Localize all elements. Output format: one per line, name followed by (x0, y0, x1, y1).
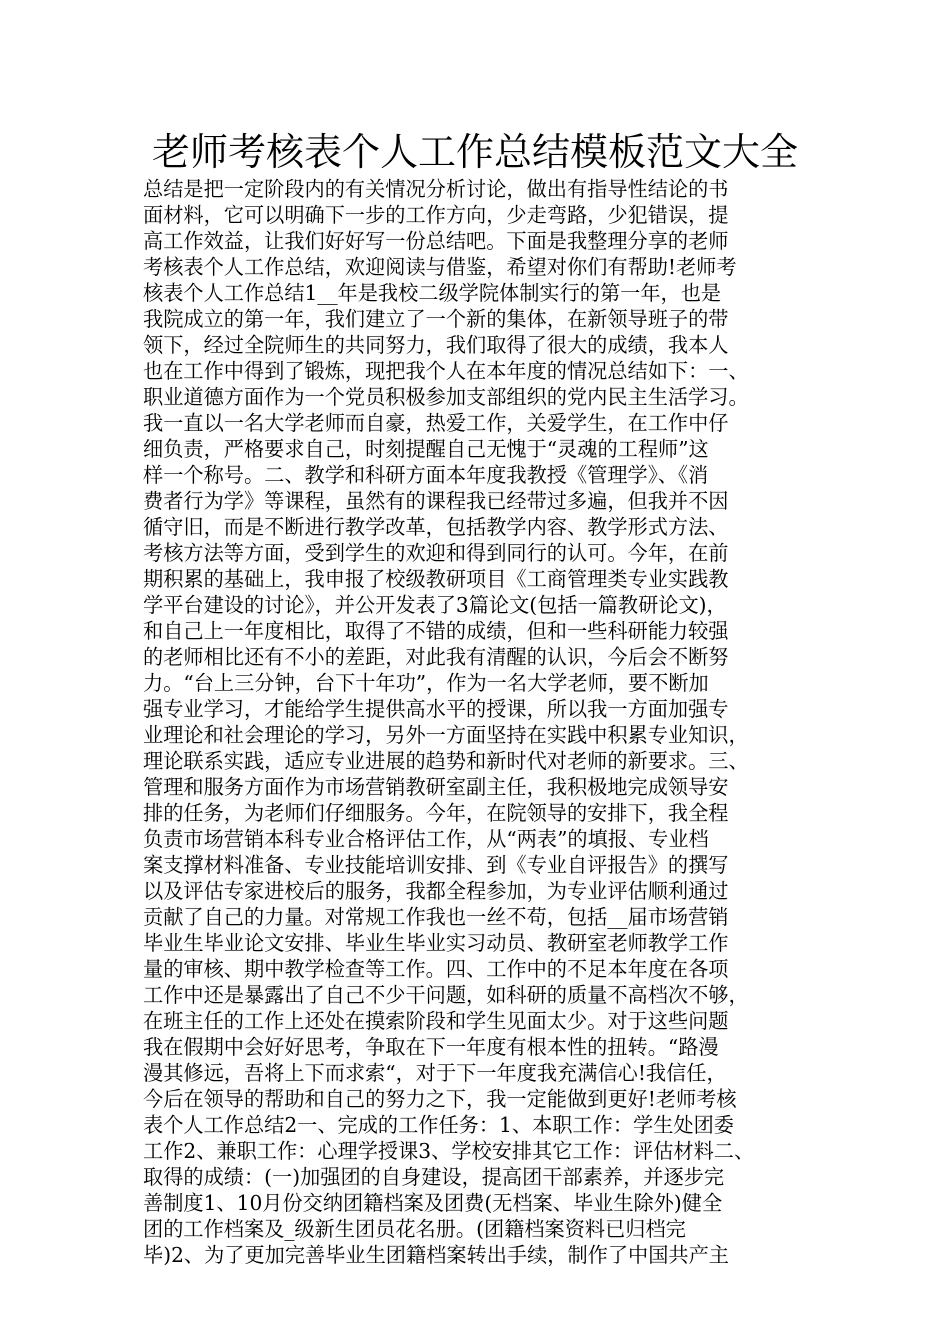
body-text-line: 我一直以一名大学老师而自豪，热爱工作，关爱学生，在工作中仔 (143, 411, 729, 435)
body-text-line: 高工作效益，让我们好好写一份总结吧。下面是我整理分享的老师 (143, 229, 729, 253)
body-text-line: 案支撑材料准备、专业技能培训安排、到《专业自评报告》的撰写 (143, 853, 729, 877)
body-text-line: 毕)2、为了更加完善毕业生团籍档案转出手续，制作了中国共产主 (143, 1243, 729, 1267)
document-body (143, 176, 833, 1268)
body-text-line: 学平台建设的讨论》，并公开发表了3篇论文(包括一篇教研论文)， (143, 593, 727, 617)
body-text-line: 核表个人工作总结1__年是我校二级学院体制实行的第一年，也是 (143, 281, 722, 305)
body-text-line: 样一个称号。二、教学和科研方面本年度我教授《管理学》、《消 (143, 463, 709, 487)
body-text-line: 工作中还是暴露出了自己不少干问题，如科研的质量不高档次不够， (143, 983, 749, 1007)
body-text-line: 业理论和社会理论的学习，另外一方面坚持在实践中积累专业知识， (143, 723, 749, 747)
body-text-line: 领下，经过全院师生的共同努力，我们取得了很大的成绩，我本人 (143, 333, 729, 357)
body-text-line: 期积累的基础上，我申报了校级教研项目《工商管理类专业实践教 (143, 567, 729, 591)
body-text-line: 漫其修远，吾将上下而求索“，对于下一年度我充满信心!我信任， (143, 1061, 727, 1085)
body-text-line: 职业道德方面作为一个党员积极参加支部组织的党内民主生活学习。 (143, 385, 749, 409)
body-text-line: 也在工作中得到了锻炼，现把我个人在本年度的情况总结如下：一、 (143, 359, 749, 383)
body-text-line: 在班主任的工作上还处在摸索阶段和学生见面太少。对于这些问题 (143, 1009, 729, 1033)
body-text-line: 考核方法等方面，受到学生的欢迎和得到同行的认可。今年，在前 (143, 541, 729, 565)
body-text-line: 我在假期中会好好思考，争取在下一年度有根本性的扭转。“路漫 (143, 1035, 719, 1059)
body-text-line: 取得的成绩：(一)加强团的自身建设，提高团干部素养，并逐步完 (143, 1165, 725, 1189)
body-text-line: 的老师相比还有不小的差距，对此我有清醒的认识，今后会不断努 (143, 645, 729, 669)
body-text-line: 强专业学习，才能给学生提供高水平的授课，所以我一方面加强专 (143, 697, 729, 721)
body-text-line: 以及评估专家进校后的服务，我都全程参加，为专业评估顺利通过 (143, 879, 729, 903)
body-text-line: 工作2、兼职工作：心理学授课3、学校安排其它工作：评估材料二、 (143, 1139, 755, 1163)
body-text-line: 总结是把一定阶段内的有关情况分析讨论，做出有指导性结论的书 (143, 177, 729, 201)
body-text-line: 贡献了自己的力量。对常规工作我也一丝不苟，包括__届市场营销 (143, 905, 729, 929)
body-text-line: 管理和服务方面作为市场营销教研室副主任，我积极地完成领导安 (143, 775, 729, 799)
body-text-line: 考核表个人工作总结，欢迎阅读与借鉴，希望对你们有帮助!老师考 (143, 255, 737, 279)
body-text-line: 负责市场营销本科专业合格评估工作，从“两表”的填报、专业档 (143, 827, 709, 851)
body-text-line: 表个人工作总结2一、完成的工作任务：1、本职工作：学生处团委 (143, 1113, 734, 1137)
body-text-line: 循守旧，而是不断进行教学改革，包括教学内容、教学形式方法、 (143, 515, 729, 539)
body-text-line: 毕业生毕业论文安排、毕业生毕业实习动员、教研室老师教学工作 (143, 931, 729, 955)
body-text-line: 今后在领导的帮助和自己的努力之下，我一定能做到更好!老师考核 (143, 1087, 737, 1111)
body-text-line: 和自己上一年度相比，取得了不错的成绩，但和一些科研能力较强 (143, 619, 729, 643)
body-text-line: 量的审核、期中教学检查等工作。四、工作中的不足本年度在各项 (143, 957, 729, 981)
body-text-line: 面材料，它可以明确下一步的工作方向，少走弯路，少犯错误，提 (143, 203, 729, 227)
body-text-line: 善制度1、10月份交纳团籍档案及团费(无档案、毕业生除外)健全 (143, 1191, 723, 1215)
body-text-line: 排的任务，为老师们仔细服务。今年，在院领导的安排下，我全程 (143, 801, 729, 825)
body-text-line: 费者行为学》等课程，虽然有的课程我已经带过多遍，但我并不因 (143, 489, 729, 513)
document-title: 老师考核表个人工作总结模板范文大全 (151, 130, 798, 174)
body-text-line: 理论联系实践，适应专业进展的趋势和新时代对老师的新要求。三、 (143, 749, 749, 773)
body-text-line: 力。“台上三分钟，台下十年功”，作为一名大学老师，要不断加 (143, 671, 709, 695)
body-text-line: 团的工作档案及_级新生团员花名册。(团籍档案资料已归档完 (143, 1217, 686, 1241)
body-text-line: 我院成立的第一年，我们建立了一个新的集体，在新领导班子的带 (143, 307, 729, 331)
body-text-line: 细负责，严格要求自己，时刻提醒自己无愧于“灵魂的工程师”这 (143, 437, 709, 461)
